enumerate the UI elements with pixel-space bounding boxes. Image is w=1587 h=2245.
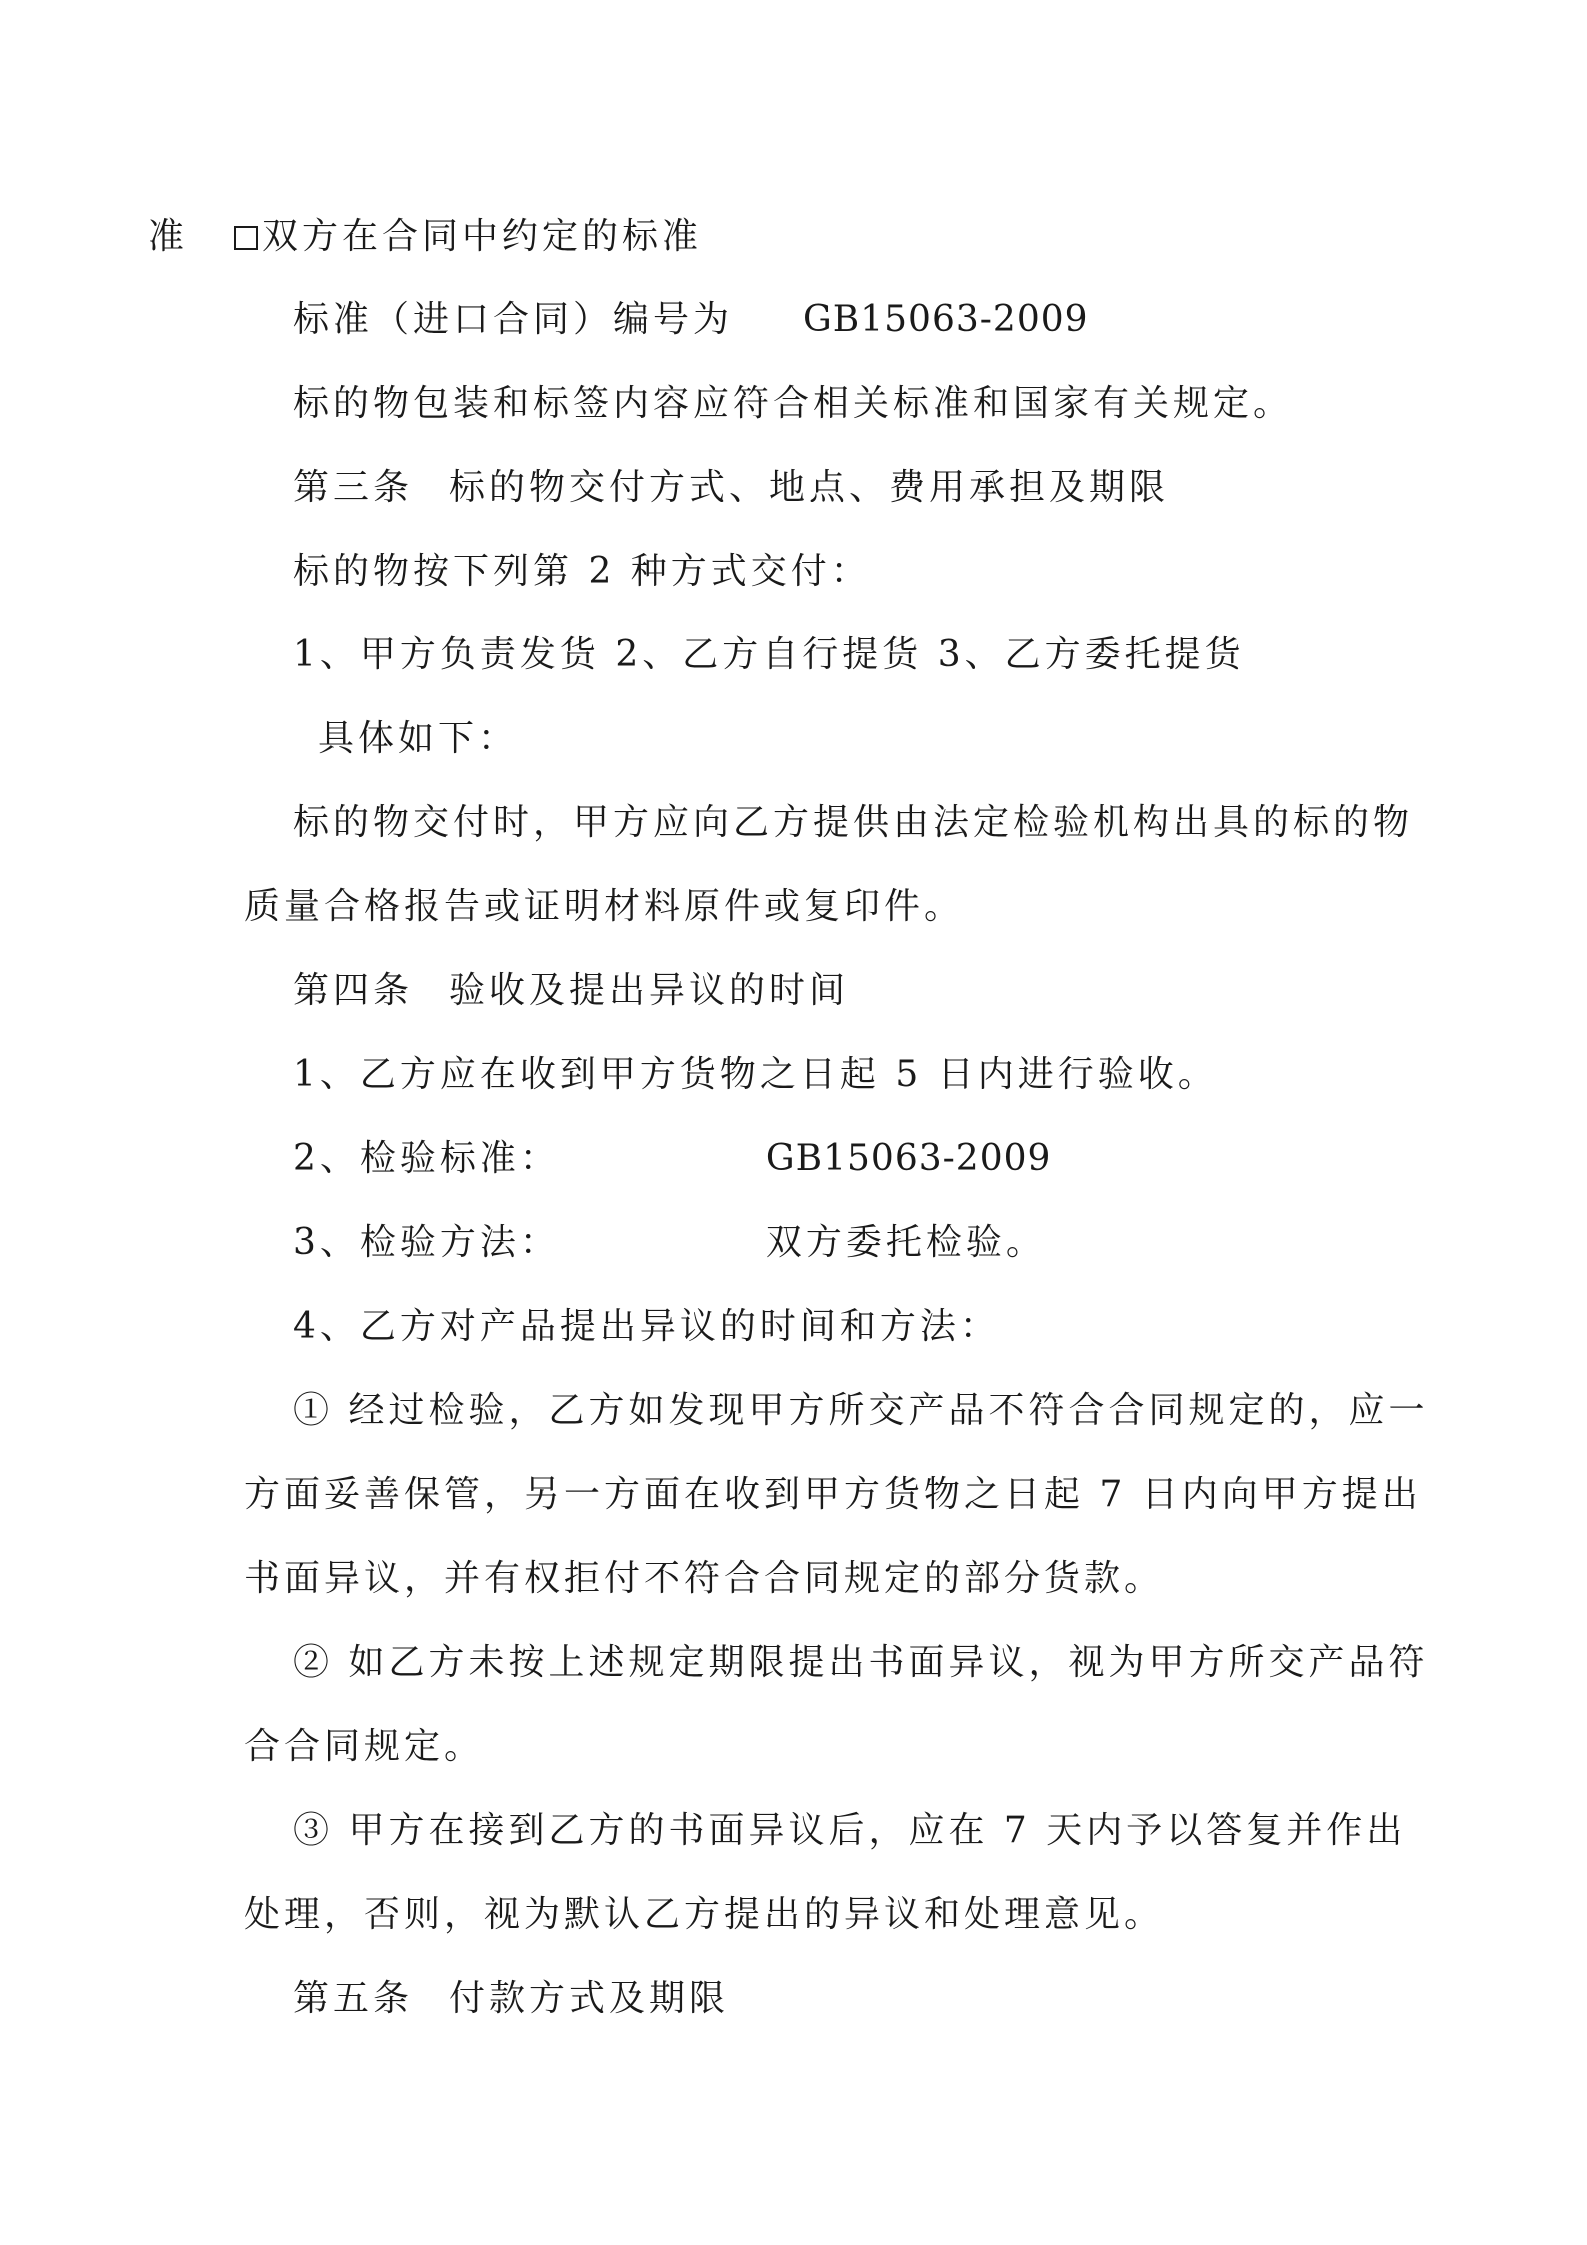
paragraph-line bbox=[244, 885, 964, 929]
option-label: 双方在合同中约定的标准 bbox=[262, 216, 703, 257]
paragraph-text: 4、乙方对产品提出异议的时间和方法： bbox=[293, 1306, 1000, 1347]
checkbox-icon[interactable] bbox=[234, 226, 258, 250]
section-title: 标的物交付方式、地点、费用承担及期限 bbox=[449, 467, 1170, 508]
paragraph-line bbox=[318, 717, 518, 761]
section-number: 第四条 bbox=[293, 970, 414, 1011]
paragraph-line bbox=[293, 633, 1245, 677]
paragraph-text: ③ 甲方在接到乙方的书面异议后，应在 7 天内予以答复并作出 bbox=[293, 1810, 1407, 1851]
field-label: 标准（进口合同）编号为 bbox=[293, 299, 734, 340]
paragraph-text: ② 如乙方未按上述规定期限提出书面异议，视为甲方所交产品符 bbox=[293, 1642, 1429, 1683]
section-number: 第五条 bbox=[293, 1978, 414, 2019]
section-title: 验收及提出异议的时间 bbox=[449, 970, 850, 1011]
standard-number: GB15063-2009 bbox=[803, 299, 1089, 340]
paragraph-line bbox=[244, 1893, 1164, 1937]
paragraph-text: 1、乙方应在收到甲方货物之日起 5 日内进行验收。 bbox=[293, 1054, 1218, 1095]
paragraph-line bbox=[293, 1389, 1428, 1433]
paragraph-text: 标的物包装和标签内容应符合相关标准和国家有关规定。 bbox=[293, 383, 1294, 424]
paragraph-line bbox=[293, 1305, 1000, 1349]
field-label: 3、检验方法： bbox=[293, 1222, 560, 1263]
section-title: 付款方式及期限 bbox=[449, 1978, 730, 2019]
paragraph-text: 书面异议，并有权拒付不符合合同规定的部分货款。 bbox=[244, 1558, 1165, 1599]
field-value: 双方委托检验。 bbox=[765, 1222, 1046, 1263]
section-heading-3 bbox=[293, 466, 1169, 510]
field-label: 2、检验标准： bbox=[293, 1138, 560, 1179]
paragraph-text: 标的物按下列第 2 种方式交付： bbox=[293, 551, 871, 592]
paragraph-line bbox=[244, 1473, 1422, 1517]
paragraph-line bbox=[293, 801, 1413, 845]
paragraph-line bbox=[244, 1557, 1164, 1601]
paragraph-text: 1、甲方负责发货 2、乙方自行提货 3、乙方委托提货 bbox=[293, 634, 1245, 675]
text-fragment: 准 bbox=[148, 216, 189, 257]
paragraph-line bbox=[293, 1809, 1406, 1853]
paragraph-line bbox=[293, 550, 871, 594]
paragraph-text: 标的物交付时，甲方应向乙方提供由法定检验机构出具的标的物 bbox=[293, 802, 1414, 843]
section-number: 第三条 bbox=[293, 467, 414, 508]
paragraph-text: 处理，否则，视为默认乙方提出的异议和处理意见。 bbox=[244, 1894, 1165, 1935]
section-heading-4 bbox=[293, 969, 849, 1013]
section-heading-5 bbox=[293, 1977, 729, 2021]
paragraph-line bbox=[293, 1053, 1218, 1097]
line-inspection-standard bbox=[293, 1137, 1051, 1181]
paragraph-line bbox=[293, 382, 1293, 426]
paragraph-text: 方面妥善保管，另一方面在收到甲方货物之日起 7 日内向甲方提出 bbox=[244, 1474, 1422, 1515]
paragraph-text: 合合同规定。 bbox=[244, 1726, 485, 1767]
paragraph-text: 具体如下： bbox=[318, 718, 519, 759]
paragraph-line bbox=[244, 1725, 484, 1769]
paragraph-text: 质量合格报告或证明材料原件或复印件。 bbox=[244, 886, 965, 927]
standard-number: GB15063-2009 bbox=[765, 1138, 1052, 1179]
line-standard-option bbox=[148, 215, 702, 259]
paragraph-line bbox=[293, 1641, 1428, 1685]
line-standard-number bbox=[293, 298, 1089, 342]
paragraph-text: ① 经过检验，乙方如发现甲方所交产品不符合合同规定的，应一 bbox=[293, 1390, 1429, 1431]
line-inspection-method bbox=[293, 1221, 1046, 1265]
